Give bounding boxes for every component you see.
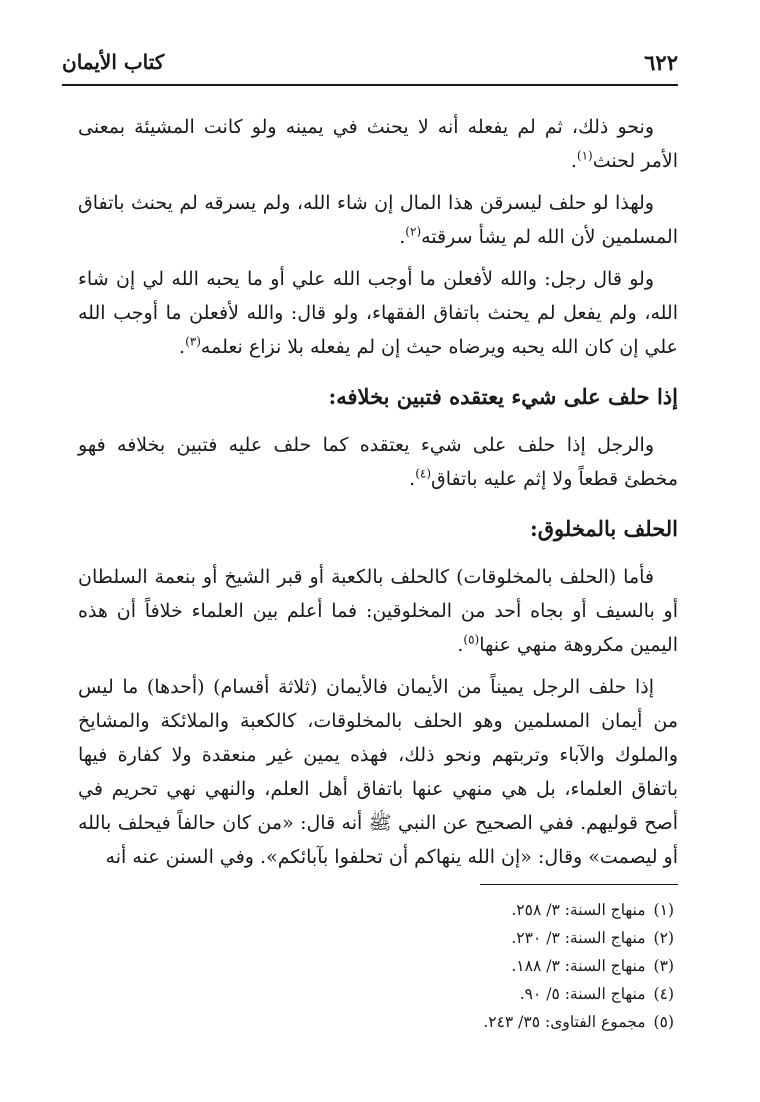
paragraph: والرجل إذا حلف على شيء يعتقده كما حلف عليه فتبين بخلافه فهو مخطئ قطعاً ولا إثم عليه باتفاق$^{(٤)}$. [78,434,678,490]
footnote: (٥)مجموع الفتاوى: ٣٥/ ٢٤٣. [483,1013,674,1031]
header-divider [62,84,678,86]
paragraph: فأما (الحلف بالمخلوقات) كالحلف بالكعبة أو قبر الشيخ أو بنعمة السلطان أو بالسيف أو بجاه أحد من المخلوقين: فما أعلم بين العلماء خلافاً أن هذه اليمين مكروهة منهي عنها$^{(٥)}$. [78,566,678,656]
footnote: (٢)منهاج السنة: ٣/ ٢٣٠. [511,929,674,947]
paragraph: ولهذا لو حلف ليسرقن هذا المال إن شاء الله، ولم يسرقه لم يحنث باتفاق المسلمين لأن الله لم يشأ سرقته$^{(٢)}$. [78,192,678,248]
section-heading: الحلف بالمخلوق: [530,516,678,541]
footnote: (٤)منهاج السنة: ٥/ ٩٠. [519,985,674,1003]
footnote-ref: (١) [576,148,593,163]
paragraph: ولو قال رجل: والله لأفعلن ما أوجب الله علي أو ما يحبه الله لي إن شاء الله، ولم يفعل لم يحنث باتفاق الفقهاء، ولو قال: والله لأفعلن ما أوجب الله علي إن كان الله يحبه ويرضاه حيث إن لم يفعله بلا نزاع نعلمه$^{(٣)}$. [78,268,678,358]
page-number: ٦٢٢ [644,50,678,75]
footnotes [300,896,674,1036]
paragraph: ونحو ذلك، ثم لم يفعله أنه لا يحنث في يمينه ولو كانت المشيئة بمعنى الأمر لحنث$^{(١)}$. [78,116,678,172]
main-text [78,110,678,882]
page-header [62,50,678,80]
book-title: كتاب الأيمان [62,50,165,74]
footnote: (١)منهاج السنة: ٣/ ٢٥٨. [511,901,674,919]
footnote-divider [480,884,678,885]
footnote: (٣)منهاج السنة: ٣/ ١٨٨. [511,957,674,975]
footnote-ref: (٣) [185,334,201,349]
footnote-ref: (٥) [463,632,480,647]
footnote-ref: (٤) [415,466,432,481]
footnote-ref: (٢) [405,224,422,239]
section-heading: إذا حلف على شيء يعتقده فتبين بخلافه: [328,384,678,409]
paragraph: إذا حلف الرجل يميناً من الأيمان فالأيمان (ثلاثة أقسام) (أحدها) ما ليس من أيمان المسلمين وهو الحلف بالمخلوقات، كالكعبة والملائكة والمشايخ والملوك والآباء وتربتهم ونحو ذلك، فهذه يمين غير منعقدة ولا كفارة فيها باتفاق العلماء، بل هي منهي عنها باتفاق أهل العلم، والنهي نهي تحريم في أصح قوليهم. ففي الصحيح عن النبي ﷺ أنه قال: «من كان حالفاً فيحلف بالله أو ليصمت» وقال: «إن الله ينهاكم أن تحلفوا بآبائكم». وفي السنن عنه أنه [78,676,678,868]
